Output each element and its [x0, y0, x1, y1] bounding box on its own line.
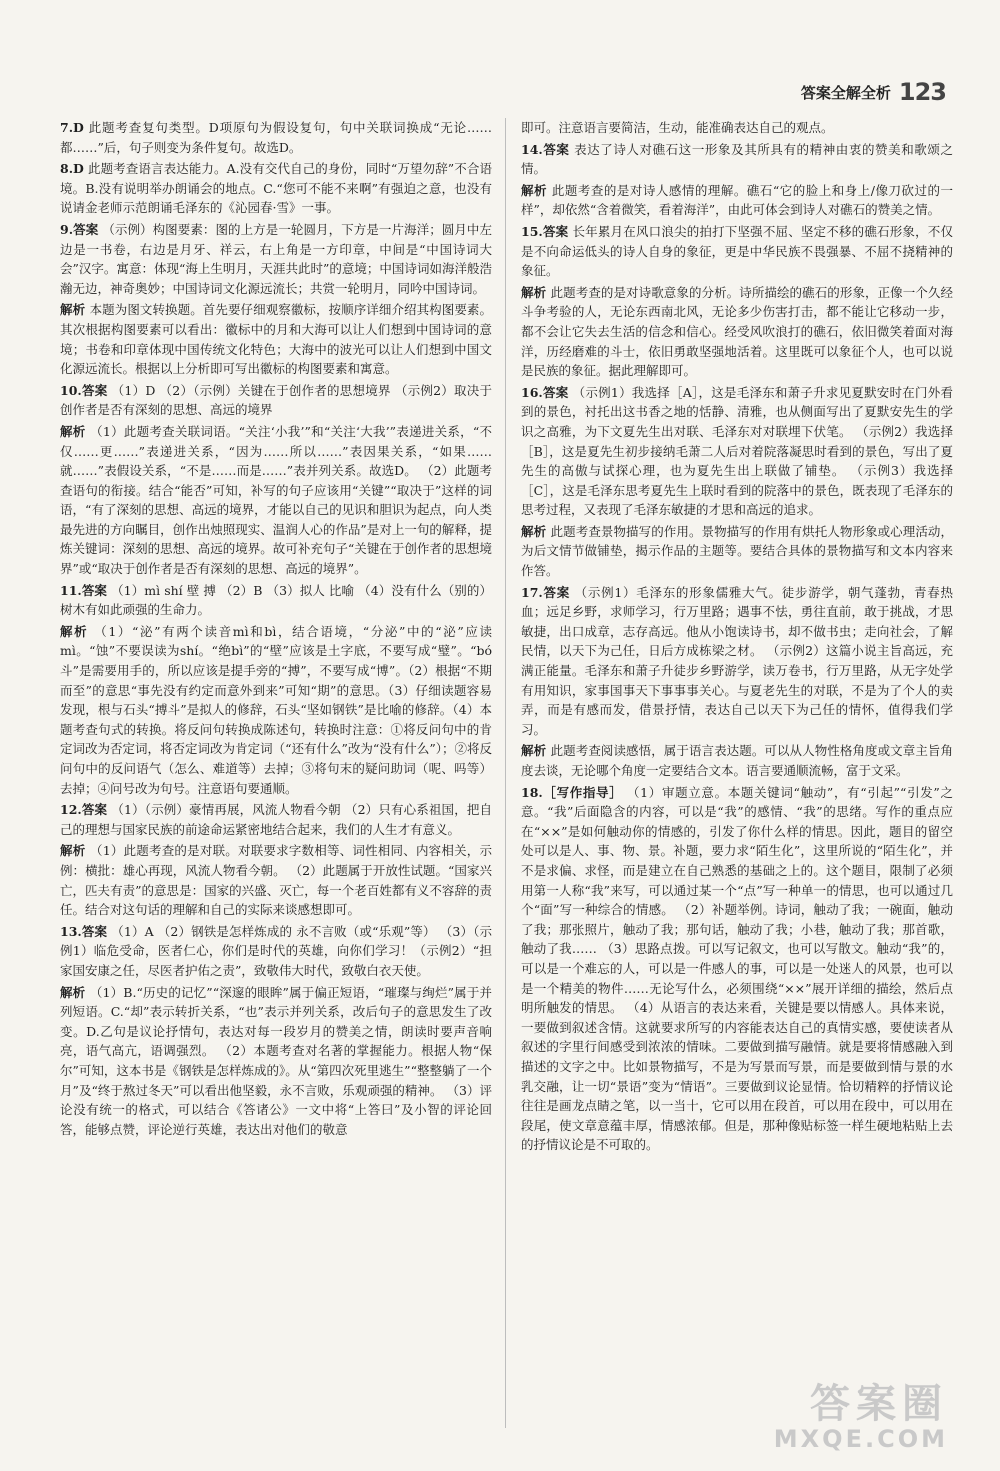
question-number: 17.: [521, 584, 543, 600]
answer-tag: 答案: [81, 382, 108, 398]
watermark-logo: [774, 1372, 948, 1453]
header-title: 答案全解全析: [800, 83, 891, 102]
analysis-label: 解析: [521, 523, 551, 539]
page-number: 123: [898, 78, 946, 106]
question-number: 13.: [60, 923, 82, 939]
analysis-text: （1）此题考查的是对联。对联要求字数相等、词性相同、内容相关，示例：横批：雄心再现，风流人物看今朝。 （2）此题属于开放性试题。“国家兴亡，匹夫有责”的意思是：国家的兴盛、灭亡，每一个老百姓都有义不容辞的责任。结合对这句话的理解和自己的实际来谈感想即可。: [60, 843, 492, 918]
analysis-block: [521, 522, 953, 581]
answer-item: [60, 159, 492, 218]
analysis-text: 本题为图文转换题。首先要仔细观察徽标，按顺序详细介绍其构图要素。其次根据构图要素可以看出：徽标中的月和大海可以让人们想到中国诗词的意境；书卷和印章体现中国传统文化特色；大海中的波光可以让人们想到中国文化源远流长。根据以上分析即可写出徽标的构图要素和寓意。: [60, 302, 492, 377]
answer-tag: 答案: [81, 923, 108, 939]
question-number: 7.D: [60, 120, 84, 135]
analysis-text: 此题考查景物描写的作用。景物描写的作用有烘托人物形象或心理活动，为后文情节做铺垫，揭示作品的主题等。要结合具体的景物描写和文本内容来作答。: [521, 523, 953, 579]
analysis-text: 此题考查阅读感悟，属于语言表达题。可以从人物性格角度或文章主旨角度去谈，无论哪个角度一定要结合文本。语言要通顺流畅，富于文采。: [521, 743, 953, 778]
answer-text: 此题考查复句类型。D项原句为假设复句，句中关联词换成“无论……都……”后，句子则变为条件复句。故选D。: [60, 120, 492, 155]
question-number: 11.: [60, 582, 82, 598]
question-number: 10.: [60, 382, 82, 398]
analysis-label: 解析: [521, 182, 552, 198]
answer-text: （示例）构图要素：图的上方是一轮圆月，下方是一片海洋；圆月中左边是一书卷，右边是月牙、祥云，右上角是一方印章，中间是“中国诗词大会”汉字。寓意：体现“海上生明月，天涯共此时”的意境；中国诗词如海洋般浩瀚无边，神奇奥妙；中国诗词文化源远流长；共赏一轮明月，同吟中国诗词。: [60, 221, 492, 296]
question-number: 12.: [60, 802, 82, 818]
answer-text: 即可。注意语言要简洁，生动，能准确表达自己的观点。: [521, 120, 834, 135]
analysis-block: [60, 300, 492, 378]
right-column: [521, 118, 953, 1458]
answer-item: [60, 922, 492, 981]
answer-item: [521, 140, 953, 179]
analysis-text: 此题考查的是对诗人感情的理解。礁石“它的脸上和身上/像刀砍过的一样”，却依然“含着微笑，看着海洋”，由此可体会到诗人对礁石的赞美之情。: [521, 182, 953, 218]
answer-tag: ［写作指导］: [542, 784, 623, 800]
analysis-text: （1）“泌”有两个读音mì和bì，结合语境，“分泌”中的“泌”应读mì。“蚀”不要误读为shí。“绝bì”的“壁”应该是土字底，不要写成“璧”。“bó斗”是需要用手的，所以应该是提手旁的“搏”，不要写成“博”。（2）根据“不期而至”的意思“事先没有约定而意外到来”可知“期”的意思。（3）仔细读题容易发现，根与石头“搏斗”是拟人的修辞，石头“坚如钢铁”是比喻的修辞。（4）本题考查句式的转换。将反问句转换成陈述句，转换时注意：①将反问句中的肯定词改为否定词，将否定词改为肯定词（“还有什么”改为“没有什么”）；②将反问句中的反问语气（怎么、难道等）去掉；③将句末的疑问助词（呢、吗等）去掉；④问号改为句号。注意语句要通顺。: [60, 623, 492, 796]
answer-item: [521, 118, 953, 138]
question-number: 8.D: [60, 161, 84, 177]
answer-text: （1）审题立意。本题关键词“触动”，有“引起”“引发”之意。“我”后面隐含的内容，可以是“我”的感情、“我”的思绪。写作的重点应在“××”是如何触动你的情感的，引发了你什么样的情思。因此，题目的留空处可以是人、事、物、景。补题，要力求“陌生化”，这里所说的“陌生化”，并不是求偏、求怪，而是建立在自己熟悉的基础之上的。这个题目，限制了必须用第一人称“我”来写，可以通过某一个“点”写一种单一的情思，也可以通过几个“面”写一种综合的情感。 （2）补题举例。诗词，触动了我；一碗面，触动了我；那张照片，触动了我；那句话，触动了我；小巷，触动了我；那首歌，触动了我…… （3）思路点拨。可以写记叙文，也可以写散文。触动“我”的，可以是一个难忘的人，可以是一件感人的事，可以是一处迷人的风景，也可以是一个精美的物件……无论写什么，必须围绕“××”展开详细的描绘，然后点明所触发的情思。 （4）从语言的表达来看，关键是要以情感人。具体来说，一要做到叙述含情。这就要求所写的内容能表达自己的真情实感，要使读者从叙述的字里行间感受到浓浓的情味。二要做到描写融情。就是要将情感融入到描述的文字之中。比如景物描写，不是为写景而写景，而是要做到情与景的水乳交融，让一切“景语”变为“情语”。三要做到议论显情。恰切精粹的抒情议论往往是画龙点睛之笔，以一当十，它可以用在段首，可以用在段中，可以用在段尾，使文章意蕴丰厚，情感浓郁。但是，那种像贴标签一样生硬地粘贴上去的抒情议论是不可取的。: [521, 784, 953, 1153]
question-number: 18.: [521, 784, 543, 800]
answer-text: 此题考查语言表达能力。A.没有交代自己的身份，同时“万望勿辞”不合语境。B.没有说明举办朗诵会的地点。C.“您可不能不来啊”有强迫之意，也没有说请金老师示范朗诵毛泽东的《沁园春·雪》一事。: [60, 161, 492, 216]
analysis-block: [60, 983, 492, 1140]
answer-item: [521, 783, 953, 1155]
answer-item: [60, 381, 492, 420]
analysis-label: 解析: [521, 743, 551, 759]
analysis-label: 解析: [521, 284, 551, 300]
answer-text: （示例1）我选择［A］，这是毛泽东和萧子升求见夏默安时在门外看到的景色，衬托出这书香之地的恬静、清雅，也从侧面写出了夏默安先生的学识之高雅，为下文夏先生出对联、毛泽东对对联埋下伏笔。 （示例2）我选择［B］，这是夏先生初步接纳毛萧二人后对着院落凝思时看到的景色，写出了夏先生的高傲与试探心理，也为夏先生出上联做了铺垫。 （示例3）我选择［C］，这是毛泽东思考夏先生上联时看到的院落中的景色，既表现了毛泽东的思考过程，又表现了毛泽东敏捷的才思和高远的追求。: [521, 384, 953, 518]
answer-text: 表达了诗人对礁石这一形象及其所具有的精神由衷的赞美和歌颂之情。: [521, 141, 953, 177]
analysis-text: （1）此题考查关联词语。“关注‘小我’”和“关注‘大我’”表递进关系，“不仅……更……”表递进关系，“因为……所以……”表因果关系，“如果……就……”表假设关系，“不是……而是……”表并列关系。故选D。 （2）此题考查语句的衔接。结合“能否”可知，补写的句子应该用“关键”“取决于”这样的词语，“有了深刻的思想、高远的境界，才能以自己的见识和胆识为起点，向人类最先进的方向瞩目，创作出烛照现实、温润人心的作品”是对上一句的解释，提炼关键词：深刻的思想、高远的境界。故可补充句子“关键在于创作者的思想境界”或“取决于创作者是否有深刻的思想、高远的境界”。: [60, 423, 492, 577]
answer-item: [521, 222, 953, 281]
answer-text: （1）mì shí 壁 搏 （2）B （3）拟人 比喻 （4）没有什么（别的）树木有如此顽强的生命力。: [60, 582, 492, 618]
question-number: 14.: [521, 141, 543, 157]
answer-tag: 答案: [542, 223, 569, 239]
analysis-label: 解析: [60, 302, 90, 318]
answer-text: （1）D （2）（示例）关键在于创作者的思想境界 （示例2）取决于创作者是否有深刻的思想、高远的境界: [60, 382, 492, 418]
answer-tag: 答案: [542, 141, 570, 157]
watermark-url: MXQE.COM: [773, 1425, 948, 1453]
answer-item: [60, 118, 492, 157]
answer-tag: 答案: [542, 584, 570, 600]
analysis-block: [521, 283, 953, 381]
answer-item: [60, 581, 492, 620]
answer-item: [521, 383, 953, 520]
column-divider: [505, 118, 506, 1428]
answer-item: [521, 583, 953, 740]
watermark-title: 答案圈: [810, 1381, 948, 1427]
answer-text: （1）（示例）豪情再展，风流人物看今朝 （2）只有心系祖国，把自己的理想与国家民族的前途命运紧密地结合起来，我们的人生才有意义。: [60, 802, 492, 837]
question-number: 15.: [521, 223, 543, 239]
answer-item: [60, 800, 492, 839]
left-column: [60, 118, 492, 1458]
question-number: 9.: [60, 221, 74, 237]
analysis-label: 解析: [60, 843, 90, 859]
answer-item: [60, 220, 492, 298]
analysis-block: [60, 422, 492, 579]
analysis-block: [60, 622, 492, 798]
analysis-label: 解析: [60, 623, 95, 639]
answer-tag: 答案: [81, 582, 108, 598]
analysis-label: 解析: [60, 423, 91, 439]
analysis-text: 此题考查的是对诗歌意象的分析。诗所描绘的礁石的形象，正像一个久经斗争考验的人，无论东西南北风，无论多少伤害打击，都不能让它移动一步，都不会让它失去生活的信念和信心。经受风吹浪打的礁石，依旧微笑着面对海洋，历经磨难的斗士，依旧勇敢坚强地活着。这里既可以象征个人，也可以说是民族的象征。据此理解即可。: [521, 284, 953, 379]
answer-text: （1）A （2）钢铁是怎样炼成的 永不言败（或“乐观”等） （3）（示例1）临危受命，医者仁心，你们是时代的英雄，向你们学习！（示例2）“担家国安康之任，尽医者护佑之责”，致敬伟大时代，致敬白衣天使。: [60, 923, 492, 978]
answer-text: 长年累月在风口浪尖的拍打下坚强不屈、坚定不移的礁石形象，不仅是不向命运低头的诗人自身的象征，更是中华民族不畏强暴、不屈不挠精神的象征。: [521, 223, 953, 279]
analysis-label: 解析: [60, 984, 90, 1000]
answer-tag: 答案: [542, 384, 569, 400]
answer-text: （示例1）毛泽东的形象儒雅大气。徒步游学，朝气蓬勃，青春热血；远足乡野，求师学习，行万里路；遇事不怯，勇往直前，敢于挑战，才思敏捷，出口成章，志存高远。他从小饱读诗书，却不做书虫；走向社会，了解民情，以天下为己任，日后方成栋梁之材。 （示例2）这篇小说主旨高远，充满正能量。毛泽东和萧子升徒步乡野游学，读万卷书，行万里路，从无字处学有用知识，家事国事天下事事事关心。与夏老先生的对联，不是为了个人的卖弄，而是有感而发，借景抒情，表达自己以天下为己任的情怀，值得我们学习。: [521, 584, 953, 737]
analysis-block: [521, 741, 953, 780]
question-number: 16.: [521, 384, 543, 400]
analysis-text: （1）B.“历史的记忆”“深邃的眼眸”属于偏正短语，“璀璨与绚烂”属于并列短语。C.“却”表示转折关系，“也”表示并列关系，改后句子的意思发生了改变。D.乙句是议论抒情句，表达对每一段岁月的赞美之情，朗读时要声音响亮，语气高亢，语调强烈。 （2）本题考查对名著的掌握能力。根据人物“保尔”可知，这本书是《钢铁是怎样炼成的》。从“第四次死里逃生”“整整躺了一个月”及“终于熬过冬天”可以看出他坚毅，永不言败，乐观顽强的精神。 （3）评论没有统一的格式，可以结合《答诸公》一文中将“上答曰”及小智的评论回答，能够点赞，评论逆行英雄，表达出对他们的敬意: [60, 984, 492, 1137]
answer-tag: 答案: [73, 221, 99, 237]
answer-tag: 答案: [81, 802, 108, 818]
analysis-block: [521, 181, 953, 220]
page-header: [801, 78, 946, 106]
analysis-block: [60, 841, 492, 919]
